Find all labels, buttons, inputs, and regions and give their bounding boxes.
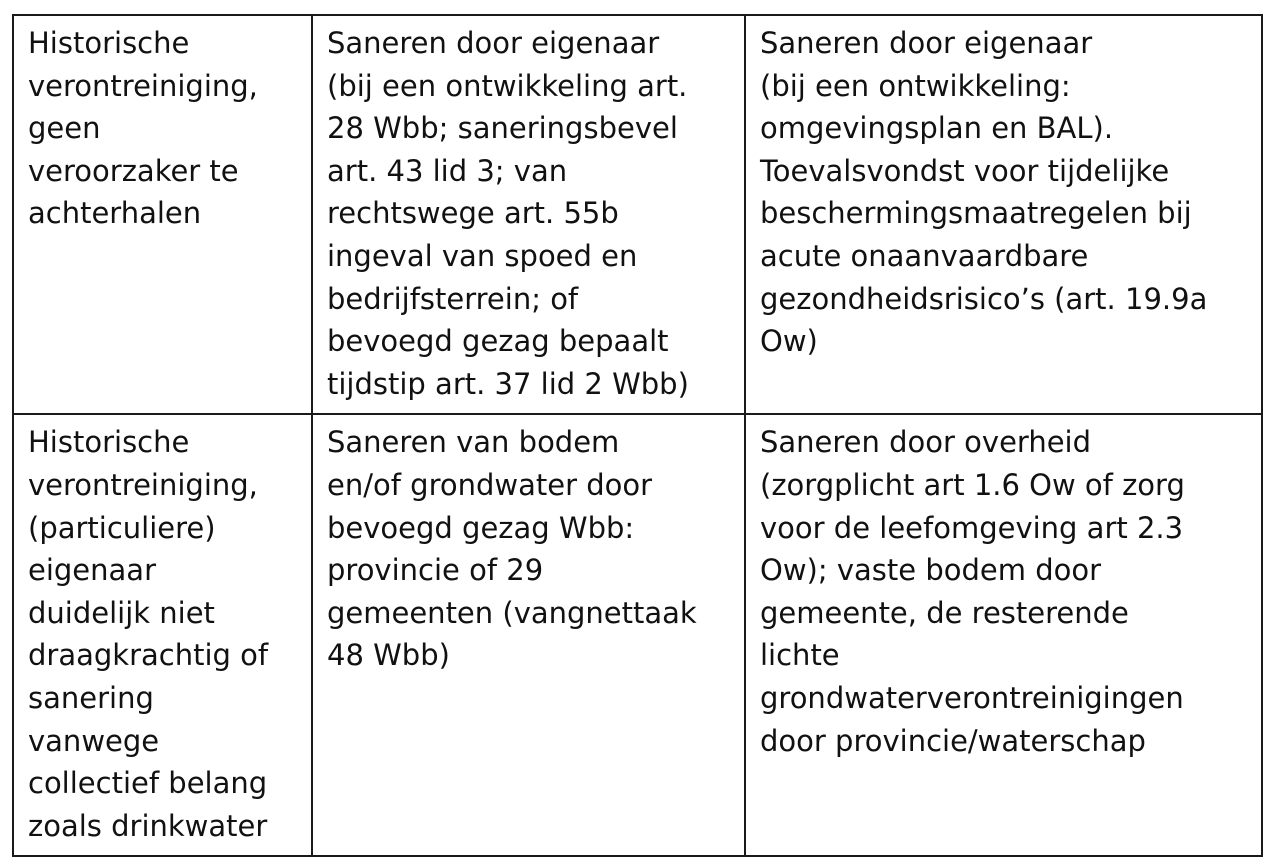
document-table-container <box>12 14 1263 857</box>
table-cell-current-law: Saneren van bodem en/of grondwater door bevoegd gezag Wbb: provincie of 29 gemeenten (vangnettaak 48 Wbb) <box>312 414 745 856</box>
remediation-responsibility-table <box>12 14 1263 857</box>
table-cell-current-law: Saneren door eigenaar (bij een ontwikkeling art. 28 Wbb; saneringsbevel art. 43 lid 3; van rechtswege art. 55b ingeval van spoed en bedrijfsterrein; of bevoegd gezag bepaalt tijdstip art. 37 lid 2 Wbb) <box>312 15 745 414</box>
table-cell-situation: Historische verontreiniging, (particuliere) eigenaar duidelijk niet draagkrachtig of sanering vanwege collectief belang zoals drinkwater <box>13 414 312 856</box>
table-cell-new-law: Saneren door overheid (zorgplicht art 1.6 Ow of zorg voor de leefomgeving art 2.3 Ow); vaste bodem door gemeente, de resterende lichte grondwaterverontreinigingen door provincie/waterschap <box>745 414 1262 856</box>
table-row <box>13 15 1262 414</box>
table-row <box>13 414 1262 856</box>
table-cell-situation: Historische verontreiniging, geen veroorzaker te achterhalen <box>13 15 312 414</box>
table-cell-new-law: Saneren door eigenaar (bij een ontwikkeling: omgevingsplan en BAL). Toevalsvondst voor tijdelijke beschermingsmaatregelen bij acute onaanvaardbare gezondheidsrisico’s (art. 19.9a Ow) <box>745 15 1262 414</box>
